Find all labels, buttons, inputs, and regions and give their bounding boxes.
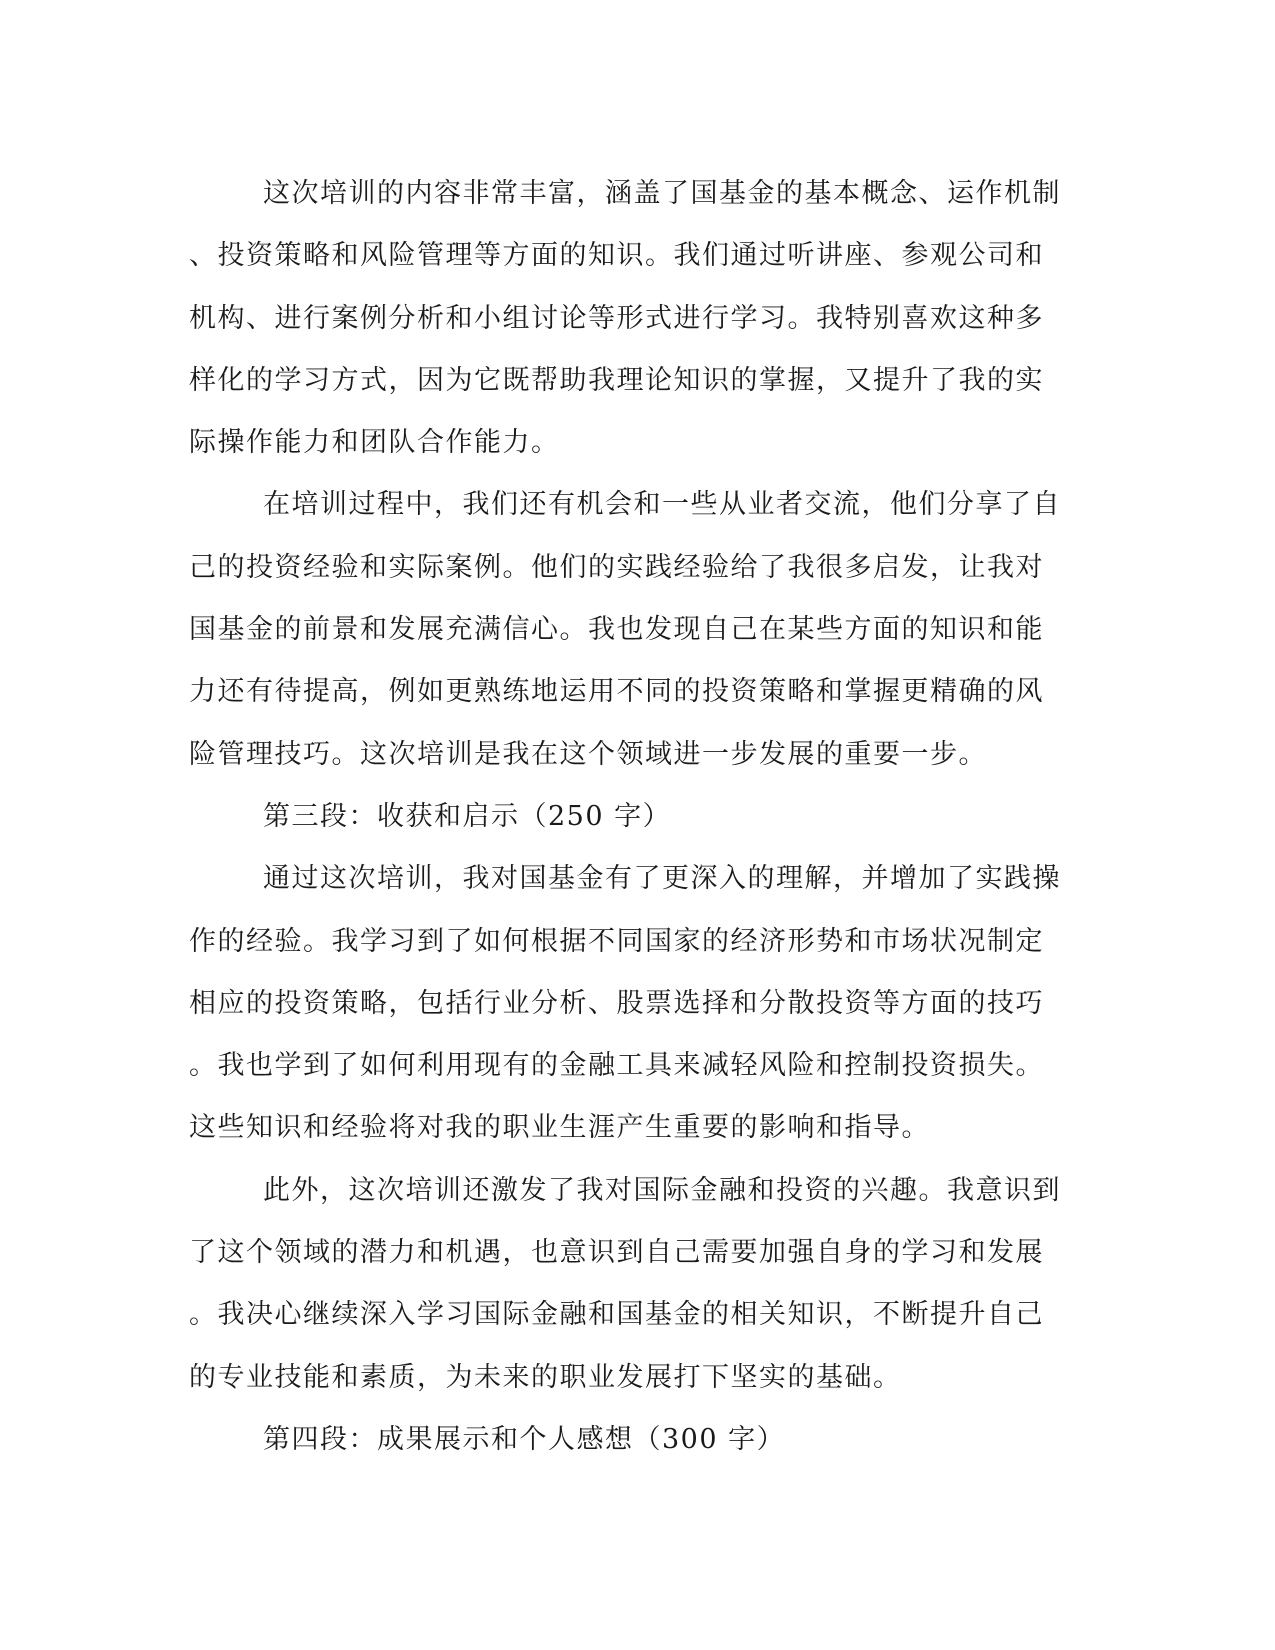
text-line: 的专业技能和素质，为未来的职业发展打下坚实的基础。 <box>189 1361 902 1393</box>
text-line: 相应的投资策略，包括行业分析、股票选择和分散投资等方面的技巧 <box>189 987 1044 1019</box>
text-line: 样化的学习方式，因为它既帮助我理论知识的掌握，又提升了我的实 <box>189 364 1044 396</box>
text-line: 这次培训的内容非常丰富，涵盖了国基金的基本概念、运作机制 <box>263 178 1061 209</box>
text-line: 此外，这次培训还激发了我对国际金融和投资的兴趣。我意识到 <box>263 1174 1061 1206</box>
text-line: 通过这次培训，我对国基金有了更深入的理解，并增加了实践操 <box>263 863 1061 895</box>
section-heading: 第四段：成果展示和个人感想（300 字） <box>263 1423 786 1455</box>
document-body <box>189 163 1089 1471</box>
text-line: 作的经验。我学习到了如何根据不同国家的经济形势和市场状况制定 <box>189 925 1044 957</box>
text-line: 己的投资经验和实际案例。他们的实践经验给了我很多启发，让我对 <box>189 551 1044 583</box>
text-line: 了这个领域的潜力和机遇，也意识到自己需要加强自身的学习和发展 <box>189 1237 1044 1269</box>
text-line: 力还有待提高，例如更熟练地运用不同的投资策略和掌握更精确的风 <box>189 676 1044 708</box>
text-line: 这些知识和经验将对我的职业生涯产生重要的影响和指导。 <box>189 1112 930 1144</box>
text-line: 。我决心继续深入学习国际金融和国基金的相关知识，不断提升自己 <box>189 1299 1044 1331</box>
text-line: 。我也学到了如何利用现有的金融工具来减轻风险和控制投资损失。 <box>189 1050 1044 1082</box>
text-line: 机构、进行案例分析和小组讨论等形式进行学习。我特别喜欢这种多 <box>189 302 1044 334</box>
text-line: 在培训过程中，我们还有机会和一些从业者交流，他们分享了自 <box>263 489 1061 521</box>
section-heading: 第三段：收获和启示（250 字） <box>263 800 672 832</box>
text-line: 险管理技巧。这次培训是我在这个领域进一步发展的重要一步。 <box>189 738 987 770</box>
text-line: 国基金的前景和发展充满信心。我也发现自己在某些方面的知识和能 <box>189 614 1044 646</box>
text-line: 、投资策略和风险管理等方面的知识。我们通过听讲座、参观公司和 <box>189 240 1044 272</box>
text-line: 际操作能力和团队合作能力。 <box>189 427 560 459</box>
